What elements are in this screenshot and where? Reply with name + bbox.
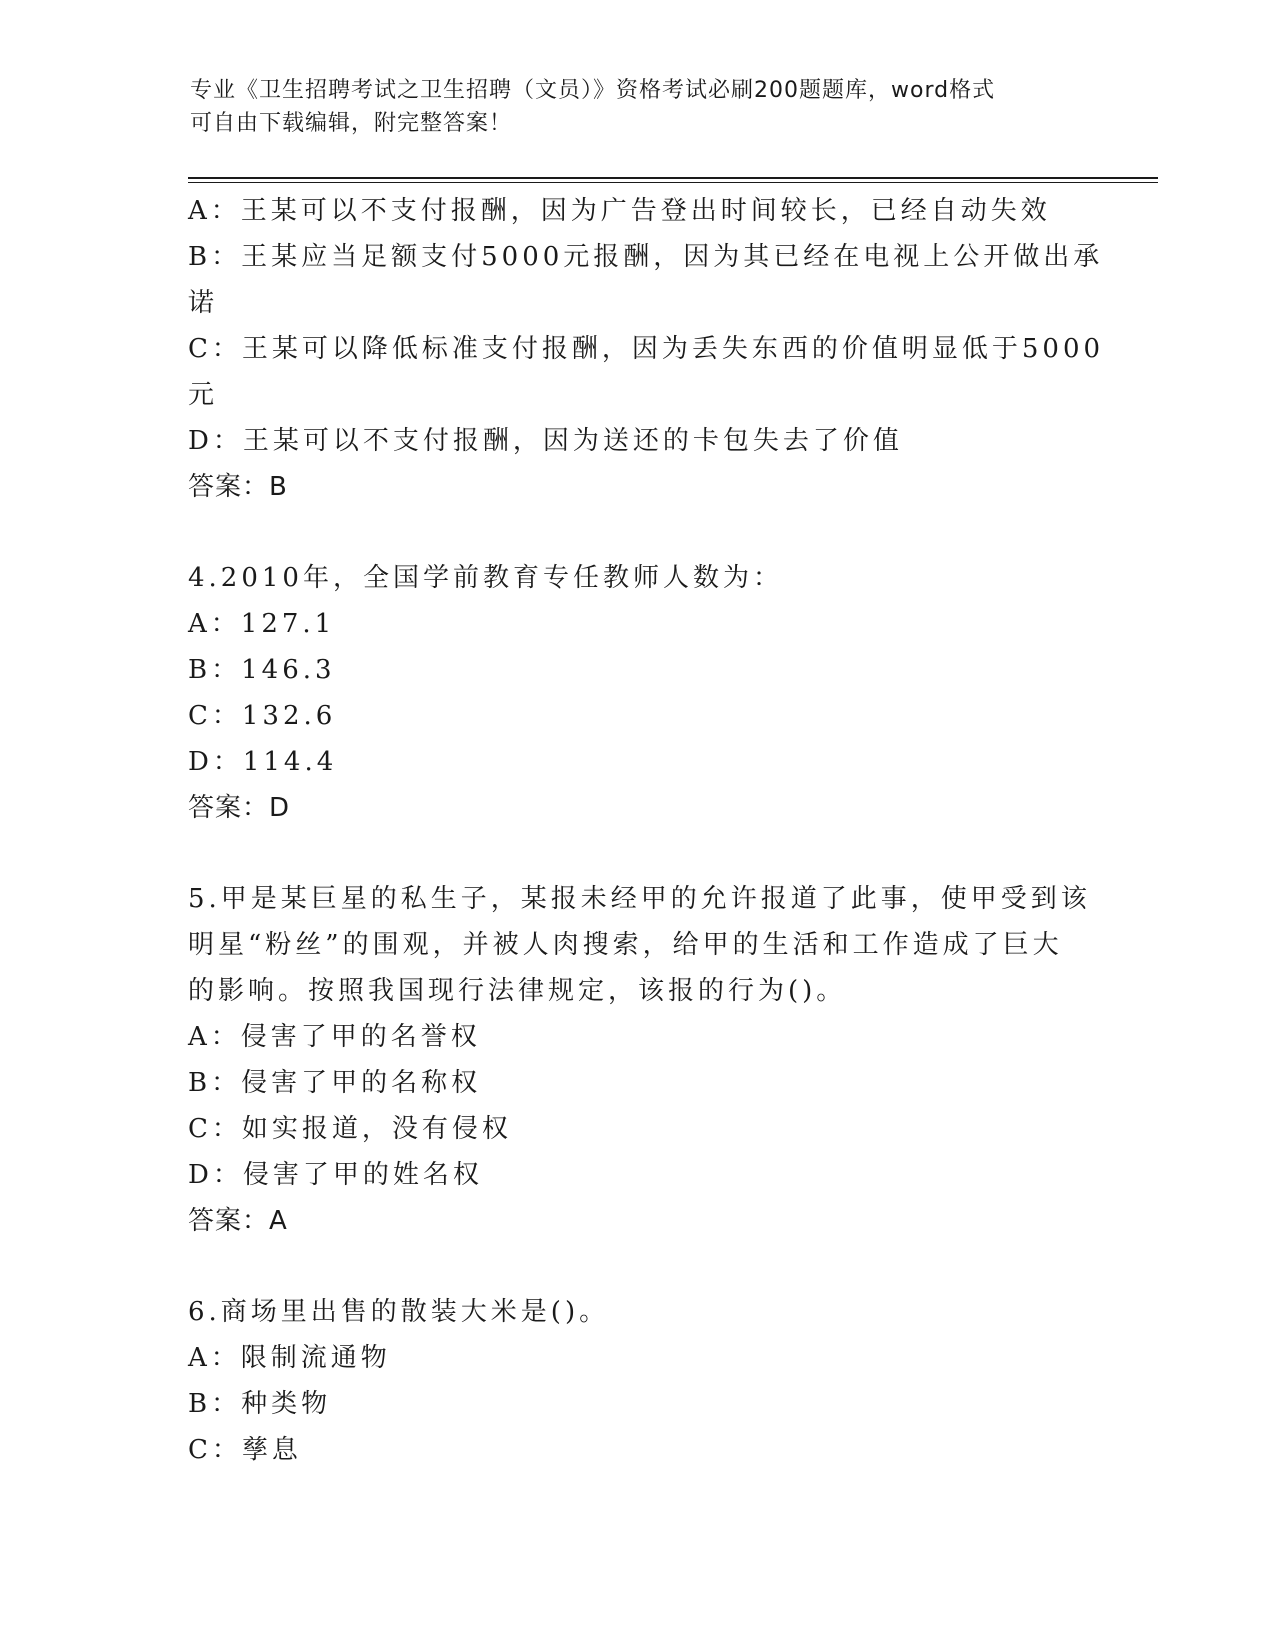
option-a: A：限制流通物 (188, 1343, 391, 1373)
option-d: D：114.4 (188, 747, 338, 777)
option-c-line-1: C：王某可以降低标准支付报酬，因为丢失东西的价值明显低于5000 (188, 334, 1105, 364)
question-3-block (188, 188, 1105, 510)
header-rule-thin (188, 182, 1158, 183)
option-b-line-1: B：王某应当足额支付5000元报酬，因为其已经在电视上公开做出承 (188, 242, 1104, 272)
option-c: C：132.6 (188, 701, 337, 731)
answer: 答案：A (188, 1206, 288, 1236)
option-a: A：王某可以不支付报酬，因为广告登出时间较长，已经自动失效 (188, 196, 1051, 226)
spacer (188, 1244, 1088, 1289)
option-a: A：侵害了甲的名誉权 (188, 1022, 481, 1052)
question-stem: 6.商场里出售的散装大米是()。 (188, 1297, 610, 1327)
spacer (188, 510, 1088, 555)
option-b: B：146.3 (188, 655, 336, 685)
question-stem: 4.2010年，全国学前教育专任教师人数为： (188, 563, 783, 593)
spacer (188, 831, 1088, 876)
option-b: B：侵害了甲的名称权 (188, 1068, 482, 1098)
question-stem-line-2: 明星“粉丝”的围观，并被人肉搜索，给甲的生活和工作造成了巨大 (188, 930, 1063, 960)
answer: 答案：B (188, 472, 288, 502)
question-content (188, 188, 1105, 1473)
option-c: C：如实报道，没有侵权 (188, 1114, 512, 1144)
question-6-block (188, 1289, 1088, 1473)
option-b-line-2: 诺 (188, 288, 219, 318)
header-line-2: 可自由下载编辑，附完整答案！ (190, 111, 513, 136)
question-4-block (188, 555, 1088, 831)
option-b: B：种类物 (188, 1389, 332, 1419)
option-d: D：王某可以不支付报酬，因为送还的卡包失去了价值 (188, 426, 903, 456)
header-line-1: 专业《卫生招聘考试之卫生招聘（文员）》资格考试必刷200题题库，word格式 (190, 78, 996, 103)
question-stem-line-3: 的影响。按照我国现行法律规定，该报的行为()。 (188, 976, 847, 1006)
option-c-line-2: 元 (188, 380, 219, 410)
option-d: D：侵害了甲的姓名权 (188, 1160, 483, 1190)
option-c: C：孳息 (188, 1435, 302, 1465)
document-header (190, 74, 1070, 140)
question-5-block (188, 876, 1091, 1244)
answer: 答案：D (188, 793, 291, 823)
header-rule-thick (188, 177, 1158, 179)
option-a: A：127.1 (188, 609, 336, 639)
question-stem-line-1: 5.甲是某巨星的私生子，某报未经甲的允许报道了此事，使甲受到该 (188, 884, 1091, 914)
